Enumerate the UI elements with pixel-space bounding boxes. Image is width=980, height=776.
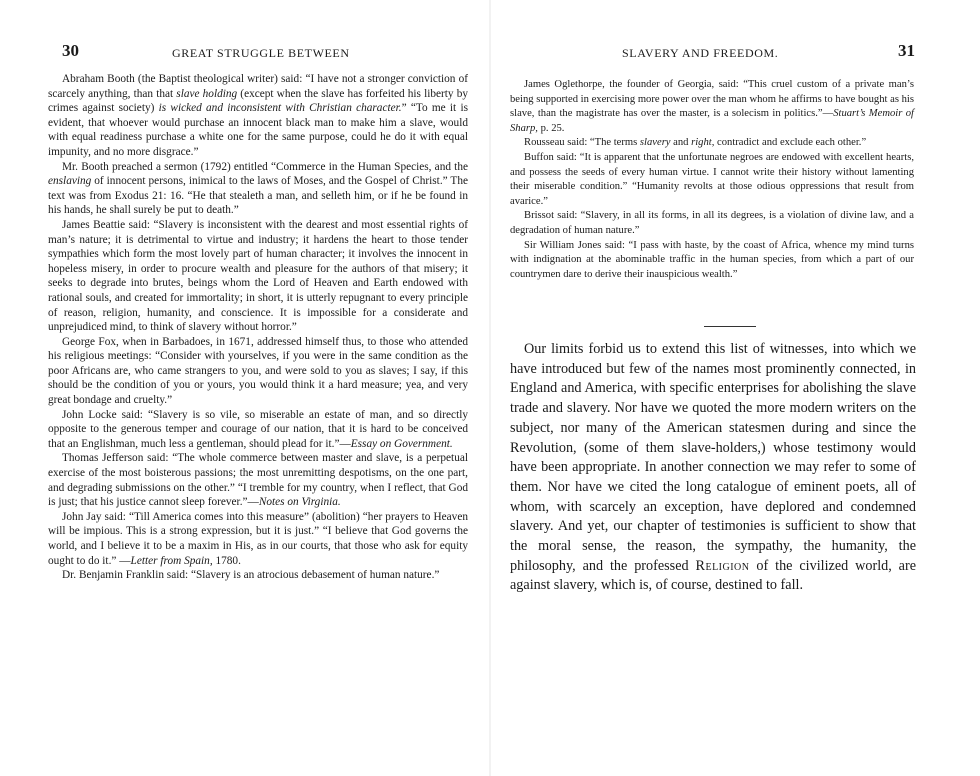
paragraph-jefferson: Thomas Jefferson said: “The whole commerce between master and slave, is a perpetual exercise of the most boisterous passions; the most unremitting despotisms, on the one part, and degrading submissions on the other.” “I tremble for my country, when I reflect, that God is just; that his justice cannot sleep forever.”—Notes on Virginia.: [48, 452, 468, 509]
closing-text-column: [510, 340, 916, 596]
paragraph-booth: Abraham Booth (the Baptist theological writer) said: “I have not a stronger conviction of scarcely anything, than that slave holding (except when the slave has forfeited his liberty by crimes against society) is wicked and inconsistent with Christian character.” “To me it is evident, that whoever would purchase an innocent black man to make him a slave, would with equal readiness purchase a white one for the same purpose, could he do it with equal impunity, and no more disgrace.”: [48, 73, 469, 158]
paragraph-jones: Sir William Jones said: “I pass with haste, by the coast of Africa, whence my mind turns with indignation at the abominable traffic in the human species, from which a part of our countrymen dare to derive their inauspicious wealth.”: [510, 239, 914, 280]
paragraph-buffon: Buffon said: “It is apparent that the unfortunate negroes are endowed with excellent hearts, and possess the seeds of every human virtue. I cannot write their history without lamenting their miserable condition.” “Humanity revolts at those odious oppressions that result from avarice.”: [510, 151, 914, 207]
paragraph-fox: George Fox, when in Barbadoes, in 1671, addressed himself thus, to those who attended his religious meetings: “Consider with yourselves, if you were in the same condition as the poor Africans are, who came strangers to you, and were sold to you as slaves; I say, if this should be the condition of you or yours, you would think it a hard measure; yea, and very great bondage and cruelty.”: [48, 335, 468, 407]
page-number: 30: [62, 41, 79, 60]
paragraph-beattie: James Beattie said: “Slavery is inconsistent with the dearest and most essential rights of man’s nature; it is detrimental to virtue and industry; it hardens the heart to those tender sympathies which form the most lovely part of human character; it involves the innocent in hopeless misery, in order to procure wealth and pleasure for the authors of that misery; it seeks to degrade into brutes, beings whom the Lord of Heaven and Earth endowed with rational souls, and created for immortality; in short, it is utterly repugnant to every principle of reason, religion, humanity, and conscience. It is impossible for a considerate and unprejudiced mind, to think of slavery without horror.”: [48, 218, 468, 334]
section-divider: [704, 326, 756, 327]
paragraph-jay: John Jay said: “Till America comes into this measure” (abolition) “her prayers to Heaven will be impious. This is a strong expression, but it is just.” “I believe that God governs the world, and I believe it to be a maxim in His, as in our courts, that those who ask for equity ought to do it.” —Letter from Spain, 1780.: [48, 510, 468, 567]
left-text-column: [48, 72, 468, 583]
paragraph-locke: John Locke said: “Slavery is so vile, so miserable an estate of man, and so directly opposite to the generous temper and courage of our nation, that it is hard to be conceived that an Englishman, much less a gentleman, should plead for it.”—Essay on Government.: [48, 408, 468, 450]
paragraph-booth-sermon: Mr. Booth preached a sermon (1792) entitled “Commerce in the Human Species, and the enslaving of innocent persons, inimical to the laws of Moses, and the Gospel of Christ.” The text was from Exodus 21: 16. “He that stealeth a man, and selleth him, or if he be found in his hands, he shall surely be put to death.”: [48, 160, 468, 217]
paragraph-oglethorpe: James Oglethorpe, the founder of Georgia, said: “This cruel custom of a private man’s being supported in exercising more power over the man whom he affirms to have bought as his slave, than the magistrate has over the master, is a solecism in politics.”—Stuart’s Memoir of Sharp, p. 25.: [510, 79, 914, 134]
paragraph-franklin: Dr. Benjamin Franklin said: “Slavery is an atrocious debasement of human nature.”: [62, 569, 440, 582]
paragraph-brissot: Brissot said: “Slavery, in all its forms, in all its degrees, is a violation of divine law, and a degradation of human nature.”: [510, 210, 914, 236]
right-page: [490, 0, 980, 776]
right-quotes-column: [510, 78, 914, 282]
running-head: SLAVERY AND FREEDOM.: [622, 46, 779, 60]
page-number: 31: [898, 41, 915, 60]
running-head: GREAT STRUGGLE BETWEEN: [172, 46, 350, 60]
paragraph-rousseau: Rousseau said: “The terms slavery and right, contradict and exclude each other.”: [524, 137, 867, 149]
paragraph-closing: Our limits forbid us to extend this list of witnesses, into which we have introduced but few of the names most prominently connected, in England and America, with specific enterprises for abolishing the slave trade and slavery. Nor have we quoted the more modern writers on the subject, nor many of the American statesmen during and since the Revolution, (some of them slave-holders,) whose testimony would have been appropriate. In another connection we may refer to some of them. Nor have we cited the long catalogue of eminent poets, all of whom, with scarcely an exception, have deplored and condemned slavery. And yet, our chapter of testimonies is sufficient to show that the moral sense, the reason, the sympathy, the humanity, the philosophy, and the professed Religion of the civilized world, are against slavery, which is, of course, destined to fall.: [510, 341, 916, 594]
